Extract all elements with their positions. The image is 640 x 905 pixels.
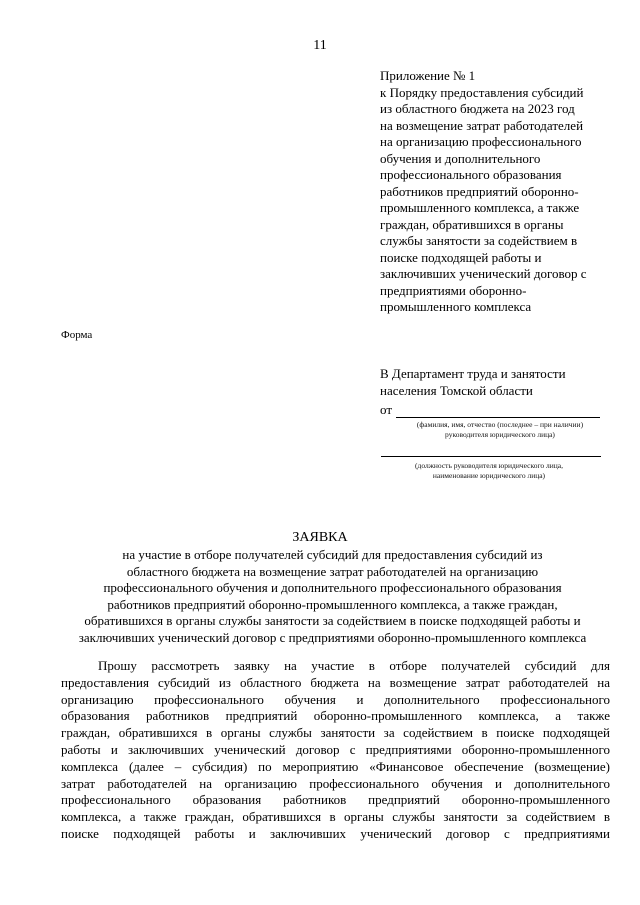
appendix-line: работников предприятий оборонно- [380, 183, 579, 199]
caption-line: руководителя юридического лица) [445, 430, 555, 439]
body-line: образования работников предприятий оборонно-промышленного комплекса, а также [61, 708, 610, 724]
appendix-line: предприятиями оборонно- [380, 282, 527, 298]
subtitle-line: на участие в отборе получателей субсидий для предоставления субсидий из [122, 547, 543, 562]
addressee-line: В Департамент труда и занятости [380, 366, 566, 381]
appendix-line: заключивших ученический договор с [380, 266, 587, 281]
body-line: профессионального образования работников предприятий оборонно-промышленного [61, 792, 610, 808]
body-line: поиске подходящей работы и заключивших ученический договор с предприятиями [61, 825, 610, 841]
appendix-line: граждан, обратившихся в органы [380, 216, 564, 232]
caption-line: наименование юридического лица) [432, 471, 546, 480]
appendix-line: поиске подходящей работы и [380, 249, 542, 265]
body-line: граждан, обратившихся в органы службы занятости за содействием в поиске подходящей [61, 725, 610, 741]
appendix-line: обучения и дополнительного [380, 150, 541, 166]
applicant-name-field[interactable] [396, 405, 600, 418]
position-field[interactable] [381, 456, 601, 457]
appendix-line: службы занятости за содействием в [380, 233, 578, 248]
subtitle-line: работников предприятий оборонно-промышленного комплекса, а также граждан, [107, 596, 558, 612]
appendix-line: промышленного комплекса [380, 299, 532, 314]
appendix-line: на возмещение затрат работодателей [380, 117, 584, 133]
body-line: комплекса, а также граждан, обратившихся в органы службы занятости за содействием в [61, 809, 610, 825]
form-label: Форма [61, 329, 93, 341]
body-line: затрат работодателей на организацию профессионального обучения и дополнительного [61, 775, 610, 791]
appendix-line: на организацию профессионального [380, 134, 582, 149]
document-title: ЗАЯВКА [292, 530, 348, 545]
body-line: предоставления субсидий из областного бюджета на возмещение затрат работодателей на [61, 674, 610, 690]
appendix-line: промышленного комплекса, а также [380, 200, 580, 215]
body-line: работы и заключивших ученический договор с предприятиями оборонно-промышленного [61, 741, 610, 757]
position-caption [384, 461, 594, 481]
from-row [380, 402, 600, 418]
caption-line: (фамилия, имя, отчество (последнее – при наличии) [416, 420, 584, 429]
appendix-line: Приложение № 1 [380, 68, 476, 83]
appendix-line: профессионального образования [380, 167, 562, 182]
subtitle-line: профессионального обучения и дополнительного профессионального образования [103, 580, 562, 596]
appendix-line: из областного бюджета на 2023 год [380, 101, 575, 116]
subtitle-line: заключивших ученический договор с предприятиями оборонно-промышленного комплекса [78, 629, 587, 645]
page-number: 11 [313, 38, 327, 53]
document-subtitle [55, 547, 610, 647]
from-label: от [380, 402, 393, 417]
addressee-block [380, 365, 620, 399]
name-caption [384, 420, 616, 440]
appendix-line: к Порядку предоставления субсидий [380, 84, 584, 100]
body-paragraph [61, 658, 610, 843]
addressee-line: населения Томской области [380, 383, 533, 398]
body-line: Прошу рассмотреть заявку на участие в отборе получателей субсидий для [98, 658, 610, 673]
subtitle-line: обратившихся в органы службы занятости за содействием в поиске подходящей работы и [84, 613, 581, 629]
caption-line: (должность руководителя юридического лица, [415, 461, 563, 470]
body-line: организацию профессионального обучения и дополнительного профессионального [61, 691, 610, 707]
subtitle-line: областного бюджета на возмещение затрат работодателей на организацию [126, 563, 539, 579]
appendix-header [380, 68, 620, 316]
body-line: комплекса (далее – субсидия) по мероприятию «Финансовое обеспечение (возмещение) [61, 758, 610, 774]
